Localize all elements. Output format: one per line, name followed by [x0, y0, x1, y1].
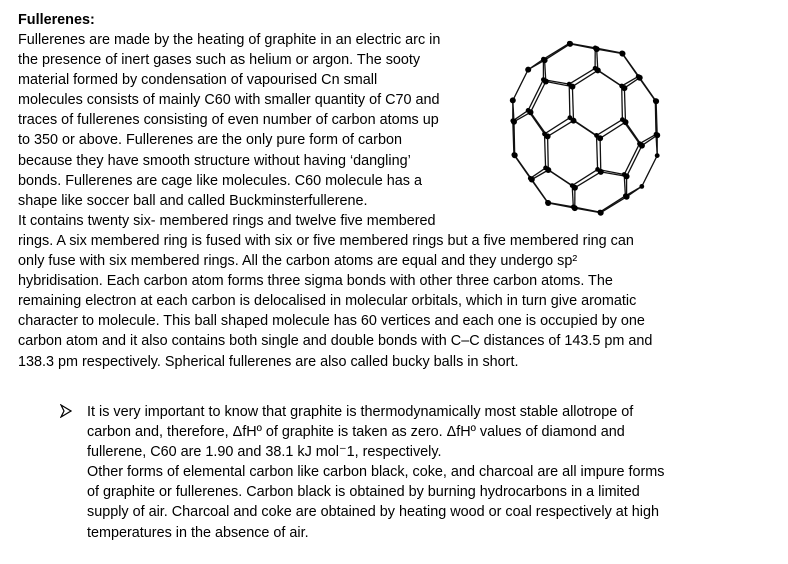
c60-atom	[571, 205, 576, 210]
c60-bond	[601, 197, 627, 213]
text-line: character to molecule. This ball shaped molecule has 60 vertices and each one is occupied by one	[18, 313, 645, 330]
c60-bond	[513, 70, 528, 101]
text-line: shape like soccer ball and called Buckminsterfullerene.	[18, 192, 368, 209]
c60-atom	[598, 210, 603, 215]
c60-atom	[597, 135, 603, 141]
text-line: remaining electron at each carbon is delocalised in molecular orbitals, which in turn give aromatic	[18, 293, 637, 310]
c60-atom	[639, 184, 644, 189]
c60-bond	[622, 86, 623, 120]
text-line: hybridisation. Each carbon atom forms three sigma bonds with other three carbon atoms. The	[18, 273, 613, 290]
c60-bond	[514, 155, 530, 179]
c60-atom	[569, 84, 575, 90]
text-line: carbon and, therefore, ΔfHº of graphite is taken as zero. ΔfHº values of diamond and	[87, 424, 625, 441]
c60-atom	[545, 133, 551, 139]
c60-bond	[624, 88, 625, 122]
text-line: the presence of inert gases such as helium or argon. The sooty	[18, 52, 421, 69]
section-heading: Fullerenes:	[18, 12, 95, 28]
c60-bond	[528, 80, 543, 111]
c60-bond	[545, 44, 571, 60]
c60-bond	[545, 134, 546, 168]
c60-atom	[510, 118, 515, 123]
c60-bond	[543, 43, 569, 59]
text-line: rings. A six membered ring is fused with six or five membered rings but a five membered ring can	[18, 232, 634, 249]
text-line: supply of air. Charcoal and coke are obtained by heating wood or coal respectively at high	[87, 504, 659, 521]
text-line: traces of fullerenes consisting of even number of carbon atoms up	[18, 112, 439, 129]
text-line: temperatures in the absence of air.	[87, 524, 309, 541]
c60-bond	[640, 78, 656, 102]
c60-bond	[600, 196, 626, 212]
c60-atom	[525, 67, 531, 73]
text-line: material formed by condensation of vapourised Cn small	[18, 72, 378, 89]
c60-atom	[567, 41, 573, 47]
c60-atom	[639, 143, 645, 149]
c60-bond	[548, 136, 549, 170]
text-line: 138.3 pm respectively. Spherical fullerenes are also called bucky balls in short.	[18, 353, 519, 370]
arrowhead-bullet-icon	[60, 404, 72, 418]
text-line: bonds. Fullerenes are cage like molecules. C60 molecule has a	[18, 172, 422, 189]
c60-atom	[620, 117, 625, 122]
c60-bond	[597, 49, 623, 54]
c60-atom	[637, 75, 643, 81]
c60-bond	[570, 44, 597, 49]
c60-bond	[642, 156, 657, 187]
text-line: to 350 or above. Fullerenes are the only pure form of carbon	[18, 132, 402, 149]
c60-atom	[619, 84, 624, 89]
c60-bond	[572, 70, 597, 86]
c60-bond	[572, 169, 597, 185]
c60-atom	[528, 176, 533, 181]
c60-atom	[594, 46, 600, 52]
c60-atom	[654, 132, 660, 138]
c60-atom	[593, 66, 598, 71]
text-line: carbon atom and it also contains both single and double bonds with C–C distances of 143.5 pm and	[18, 333, 653, 350]
c60-bond	[622, 53, 638, 77]
c60-bond	[575, 172, 601, 188]
c60-bond	[532, 180, 548, 204]
c60-bond	[600, 138, 601, 172]
text-line: because they have smooth structure without having ‘dangling’	[18, 152, 411, 169]
c60-bond	[569, 84, 570, 118]
c60-bond	[597, 135, 598, 169]
fullerene-figure	[505, 36, 665, 221]
c60-bond	[572, 87, 573, 121]
c60-atom	[545, 167, 551, 173]
c60-bond	[531, 82, 546, 113]
buckminsterfullerene-molecule-icon	[505, 36, 665, 221]
text-line: It is very important to know that graphite is thermodynamically most stable allotrope of	[87, 404, 634, 420]
c60-atom	[653, 98, 658, 103]
c60-atom	[572, 185, 578, 191]
text-line: It contains twenty six- membered rings and twelve five membered	[18, 212, 436, 229]
bullet-text	[87, 402, 665, 543]
c60-atom	[541, 57, 546, 62]
c60-bond	[624, 144, 639, 175]
text-line: Other forms of elemental carbon like carbon black, coke, and charcoal are all impure forms	[87, 464, 665, 481]
text-line: only fuse with six membered rings. All the carbon atoms are equal and they undergo sp²	[18, 253, 578, 270]
c60-atom	[655, 153, 660, 158]
c60-atom	[624, 194, 630, 200]
c60-atom	[595, 167, 600, 172]
c60-bond	[569, 68, 595, 84]
text-line: Fullerenes are made by the heating of graphite in an electric arc in	[18, 32, 441, 48]
c60-bond	[548, 202, 574, 207]
c60-atom	[510, 97, 516, 103]
c60-bond	[627, 146, 642, 177]
c60-atom	[619, 51, 624, 56]
text-line: fullerene, C60 are 1.90 and 38.1 kJ mol⁻1, respectively.	[87, 444, 442, 461]
c60-atom	[545, 200, 551, 206]
text-line: of graphite or fullerenes. Carbon black is obtained by burning hydrocarbons in a limited	[87, 484, 640, 501]
text-line: molecules consists of mainly C60 with smaller quantity of C70 and	[18, 92, 440, 109]
c60-atom	[543, 79, 549, 85]
c60-atom	[512, 152, 518, 158]
c60-atom	[568, 115, 573, 120]
c60-atom	[622, 172, 627, 177]
c60-atom	[526, 108, 531, 113]
